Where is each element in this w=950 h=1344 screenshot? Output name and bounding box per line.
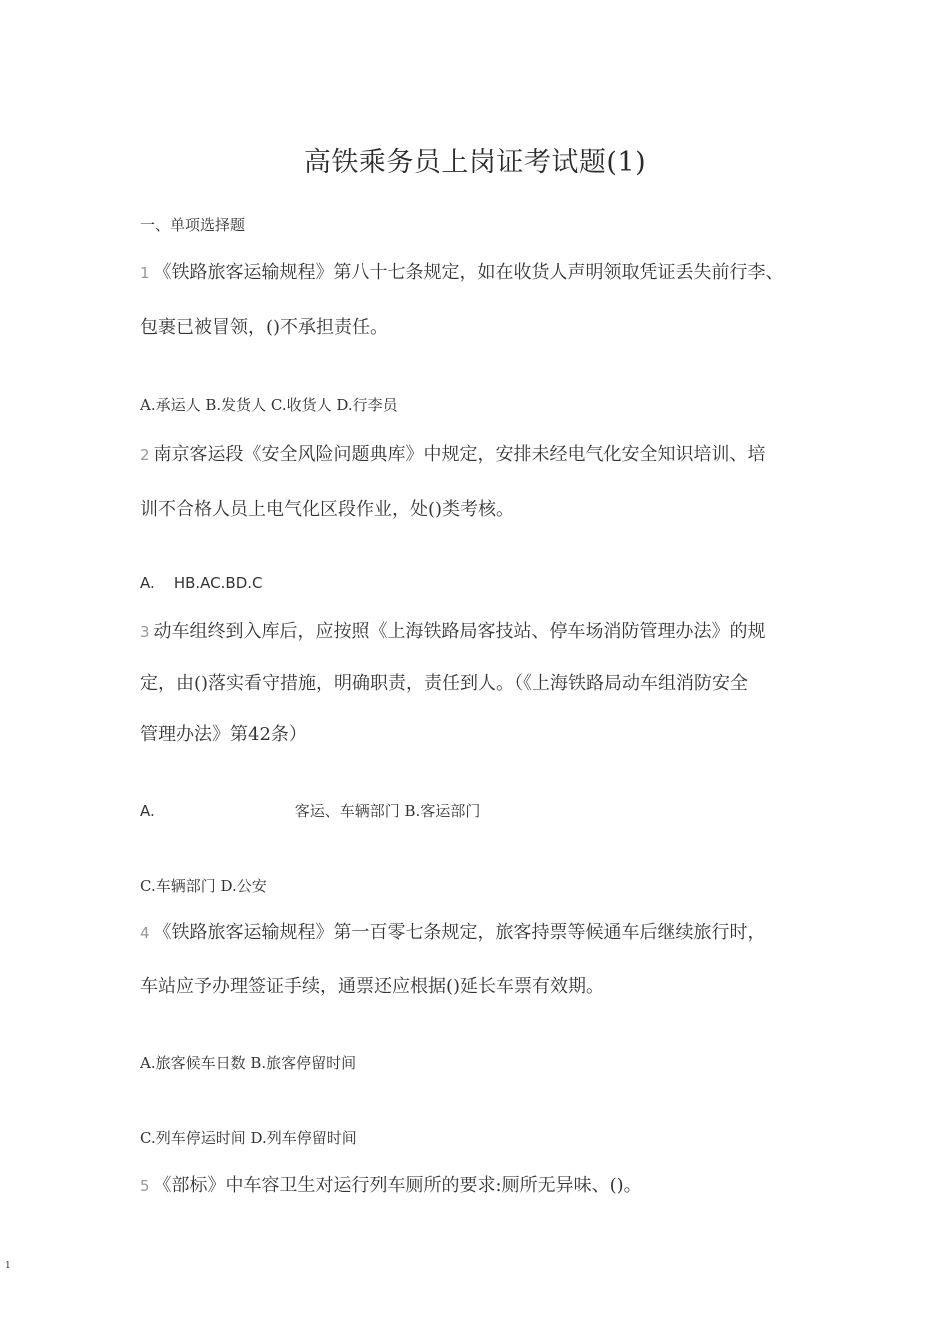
question-1-options: A.承运人 B.发货人 C.收货人 D.行李员 <box>140 396 398 414</box>
question-4-number: 4 <box>140 924 150 942</box>
question-1-text-2: 包裹已被冒领，()不承担责任。 <box>140 317 389 338</box>
question-2-number: 2 <box>140 446 150 464</box>
question-4-options-row-2: C.列车停运时间 D.列车停留时间 <box>140 1129 357 1147</box>
question-5-number: 5 <box>140 1177 150 1195</box>
question-2-line-1 <box>140 440 766 466</box>
question-1-number: 1 <box>140 264 150 282</box>
question-1-text-1: 《铁路旅客运输规程》第八十七条规定，如在收货人声明领取凭证丢失前行李、 <box>153 262 784 283</box>
question-3-text-3: 管理办法》第42条） <box>140 724 307 745</box>
question-5-text-1: 《部标》中车容卫生对运行列车厕所的要求:厕所无异味、()。 <box>153 1175 642 1196</box>
question-3-option-a-label: A. <box>140 802 155 820</box>
question-3-line-1 <box>140 617 766 643</box>
question-3-option-a-rest: 客运、车辆部门 B.客运部门 <box>294 802 481 820</box>
page-number: 1 <box>5 1261 11 1271</box>
question-2-text-2: 训不合格人员上电气化区段作业，处()类考核。 <box>140 499 515 520</box>
question-2-text-1: 南京客运段《安全风险问题典库》中规定，安排未经电气化安全知识培训、培 <box>153 444 766 465</box>
question-4-options-row-1: A.旅客候车日数 B.旅客停留时间 <box>140 1054 357 1072</box>
question-4-text-1: 《铁路旅客运输规程》第一百零七条规定，旅客持票等候通车后继续旅行时， <box>153 922 766 943</box>
question-4-line-1 <box>140 918 766 944</box>
section-heading: 一、单项选择题 <box>140 216 246 234</box>
question-3-text-1: 动车组终到入库后，应按照《上海铁路局客技站、停车场消防管理办法》的规 <box>153 621 766 642</box>
question-3-text-2: 定，由()落实看守措施，明确职责，责任到人。（《上海铁路局动车组消防安全 <box>140 673 749 694</box>
question-5-line-1 <box>140 1171 642 1197</box>
question-3-options-row-1 <box>140 800 480 821</box>
document-title: 高铁乘务员上岗证考试题(1) <box>303 147 647 178</box>
question-3-number: 3 <box>140 623 150 641</box>
question-3-options-row-2: C.车辆部门 D.公安 <box>140 877 267 895</box>
question-2-options: A. HB.AC.BD.C <box>140 574 263 592</box>
question-4-text-2: 车站应予办理签证手续，通票还应根据()延长车票有效期。 <box>140 976 605 997</box>
question-1-line-1 <box>140 258 784 284</box>
